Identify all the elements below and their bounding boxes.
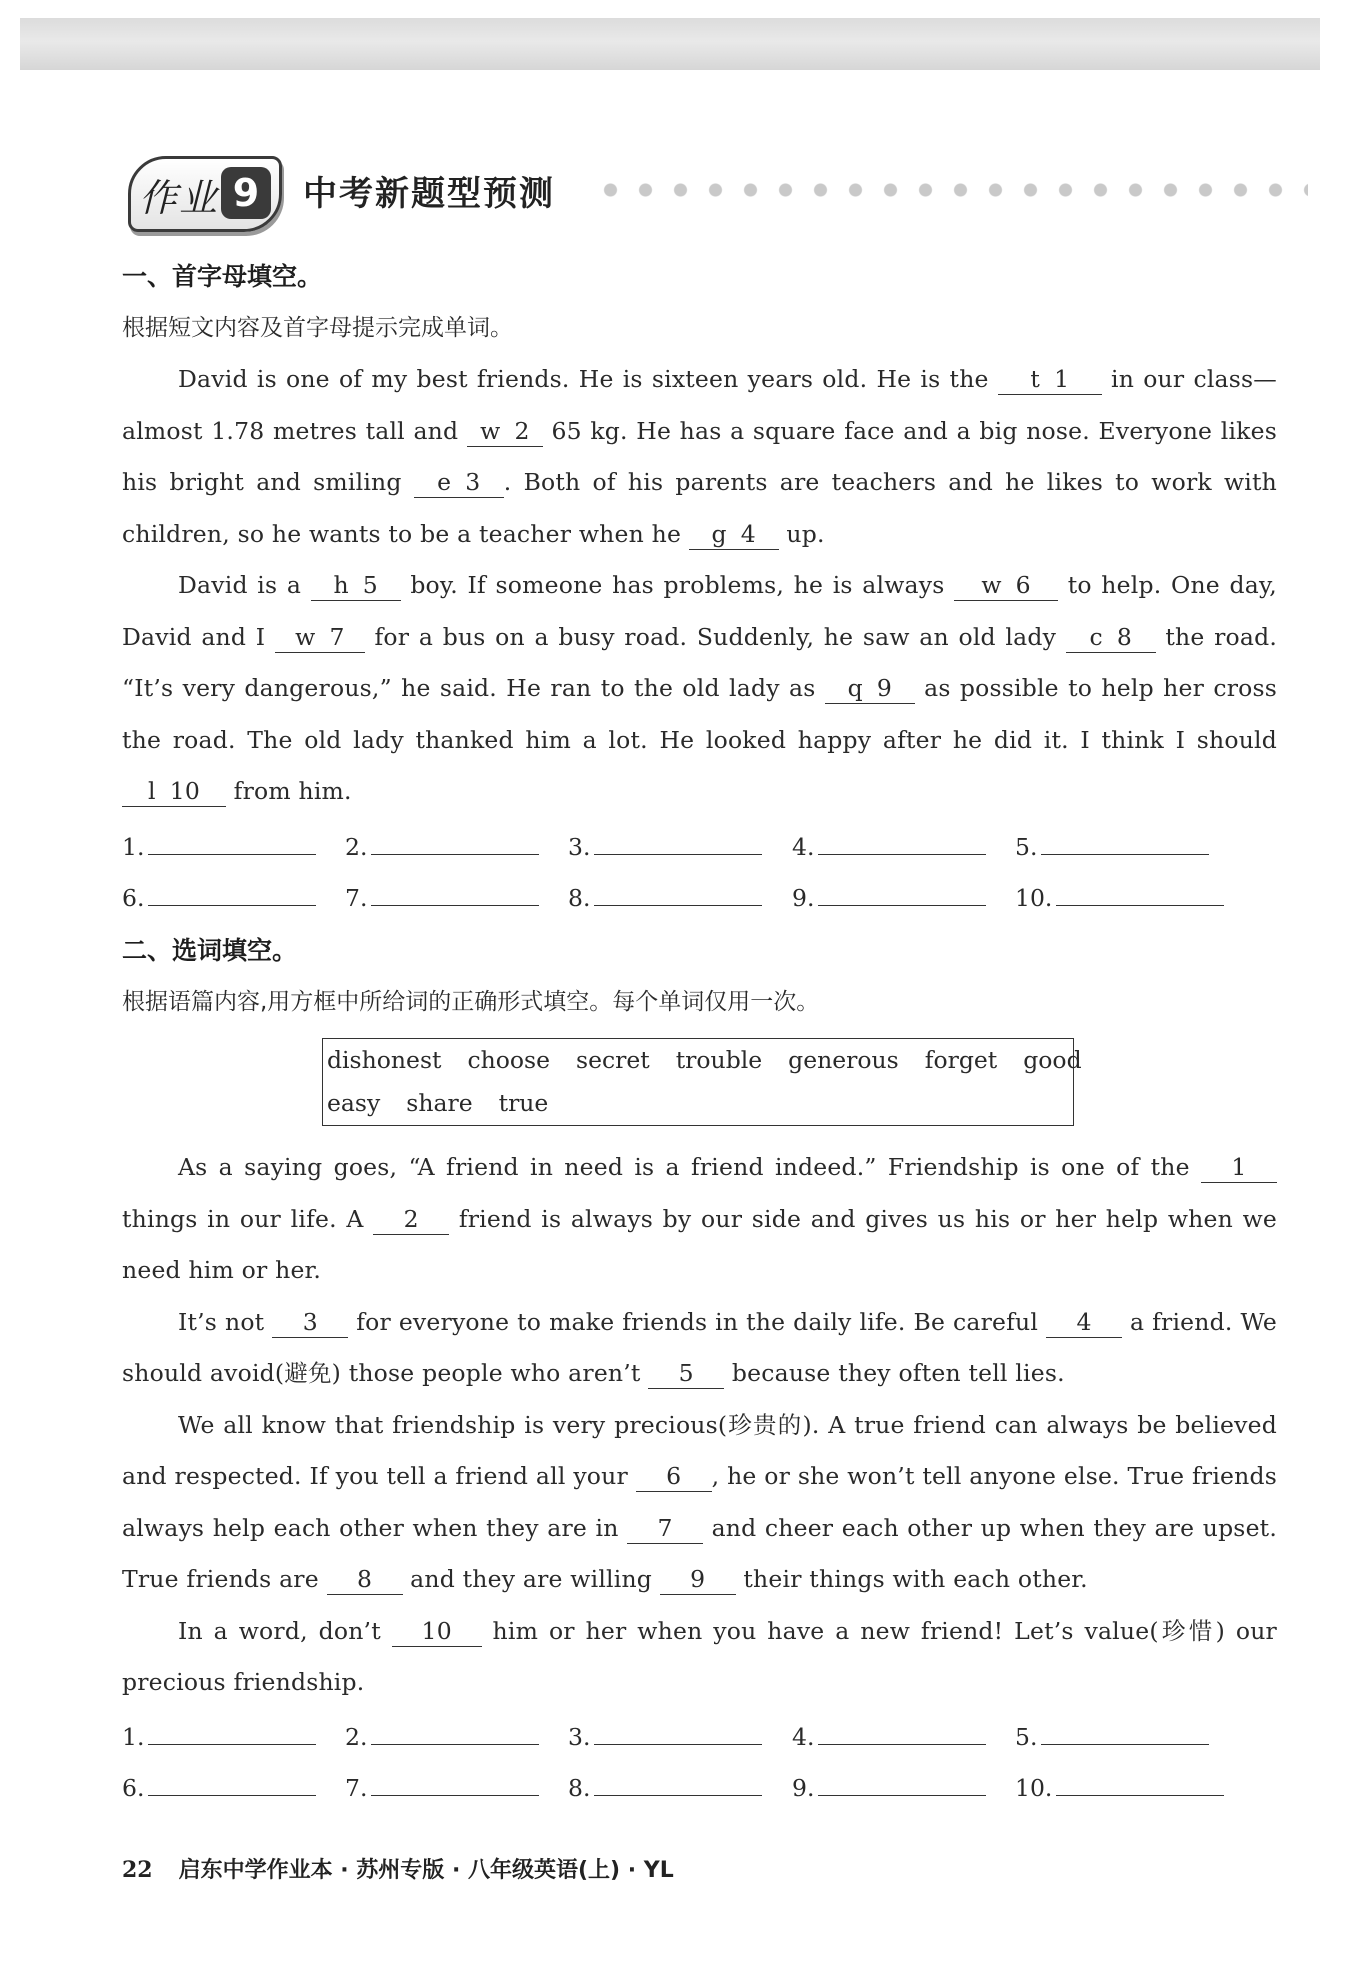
answer-number: 10.	[1015, 884, 1053, 912]
section-1-answer-lines	[122, 822, 1277, 924]
answer-slot[interactable]	[568, 1712, 762, 1763]
answer-line[interactable]	[1041, 824, 1209, 855]
section-2-paragraph-3	[122, 1400, 1277, 1606]
text-run: , he or she won’t tell anyone else. True friends always help each other when they are in	[122, 1462, 1277, 1542]
section-1-instruction: 根据短文内容及首字母提示完成单词。	[122, 315, 513, 341]
answer-line[interactable]	[371, 824, 539, 855]
section-1-paragraph-1	[122, 354, 1277, 560]
answer-line[interactable]	[1056, 1765, 1224, 1796]
text-run: As a saying goes, “A friend in need is a friend indeed.” Friendship is one of the	[178, 1153, 1201, 1181]
text-run: friend is always by our side and gives us his or her help when we need him or her.	[122, 1204, 1277, 1284]
answer-number: 5.	[1015, 833, 1038, 861]
answer-slot[interactable]	[122, 873, 316, 924]
blank-10[interactable]: 10	[392, 1616, 482, 1647]
blank-1[interactable]: 1	[1201, 1152, 1277, 1183]
answer-number: 9.	[792, 1774, 815, 1802]
answer-slot[interactable]	[1015, 822, 1209, 873]
answer-slot[interactable]	[345, 822, 539, 873]
word-box-row-2	[323, 1082, 1073, 1125]
section-2-answer-lines	[122, 1712, 1277, 1814]
text-run: from him.	[226, 777, 352, 805]
text-run: the road. “It’s very dangerous,” he said. He ran to the old lady as	[122, 622, 1277, 702]
word-option: true	[498, 1089, 549, 1117]
answer-slot[interactable]	[1015, 1763, 1224, 1814]
word-option: trouble	[675, 1046, 763, 1074]
answer-slot[interactable]	[568, 1763, 762, 1814]
word-option: generous	[788, 1046, 899, 1074]
answer-row-1	[122, 1712, 1277, 1763]
answer-number: 3.	[568, 1723, 591, 1751]
answer-row-2	[122, 873, 1277, 924]
text-run: a friend. We should avoid(避免) those people who aren’t	[122, 1307, 1277, 1387]
blank-3[interactable]: 3	[272, 1307, 348, 1338]
section-2	[122, 926, 1277, 1028]
hint-letter: w	[981, 571, 1002, 599]
answer-line[interactable]	[594, 1765, 762, 1796]
badge-label: 作业	[139, 176, 220, 220]
answer-row-2	[122, 1763, 1277, 1814]
answer-number: 3.	[568, 833, 591, 861]
blank-number: 5	[362, 571, 378, 599]
section-2-paragraph-2	[122, 1297, 1277, 1400]
text-run: as possible to help her cross the road. The old lady thanked him a lot. He looked happy after he did it. I think I should	[122, 674, 1277, 754]
section-2-paragraph-4	[122, 1606, 1277, 1709]
answer-line[interactable]	[818, 875, 986, 906]
word-option: choose	[467, 1046, 551, 1074]
text-run: We all know that friendship is very precious(珍贵的). A true friend can always be believed and respected. If you tell a friend all your	[122, 1410, 1277, 1490]
word-option: forget	[924, 1046, 998, 1074]
answer-number: 7.	[345, 1774, 368, 1802]
answer-slot[interactable]	[345, 873, 539, 924]
answer-slot[interactable]	[345, 1712, 539, 1763]
text-run: boy. If someone has problems, he is always	[400, 571, 955, 599]
blank-number: 2	[514, 416, 530, 445]
text-run: . Both of his parents are teachers and he likes to work with children, so he wants to be a teacher when he	[122, 468, 1277, 548]
answer-slot[interactable]	[792, 1763, 986, 1814]
blank-number: 4	[740, 519, 756, 548]
hint-letter: g	[711, 519, 727, 548]
page-number: 22	[122, 1857, 153, 1883]
blank-number: 8	[1116, 622, 1132, 651]
text-run: and they are willing	[402, 1565, 660, 1593]
answer-slot[interactable]	[568, 822, 762, 873]
blank-number: 6	[1015, 571, 1031, 599]
blank-3[interactable]	[414, 467, 504, 498]
answer-slot[interactable]	[568, 873, 762, 924]
answer-line[interactable]	[1056, 875, 1224, 906]
hint-letter: t	[1030, 365, 1041, 393]
answer-slot[interactable]	[792, 873, 986, 924]
blank-number: 10	[169, 777, 201, 805]
blank-2[interactable]	[467, 416, 543, 447]
answer-slot[interactable]	[792, 1712, 986, 1763]
blank-6[interactable]: 6	[636, 1461, 712, 1492]
blank-4[interactable]: 4	[1046, 1307, 1122, 1338]
text-run: 65 kg. He has a square face and a big nose. Everyone likes his bright and smiling	[122, 416, 1277, 496]
blank-number: 9	[876, 674, 892, 702]
blank-2[interactable]: 2	[373, 1204, 449, 1235]
answer-slot[interactable]	[122, 1712, 316, 1763]
blank-9[interactable]	[825, 673, 915, 704]
answer-number: 8.	[568, 884, 591, 912]
answer-slot[interactable]	[122, 1763, 316, 1814]
answer-number: 8.	[568, 1774, 591, 1802]
answer-line[interactable]	[594, 875, 762, 906]
answer-slot[interactable]	[1015, 1712, 1209, 1763]
text-run: and cheer each other up when they are upset. True friends are	[122, 1513, 1277, 1593]
answer-number: 9.	[792, 884, 815, 912]
answer-line[interactable]	[594, 824, 762, 855]
answer-line[interactable]	[148, 824, 316, 855]
answer-number: 10.	[1015, 1774, 1053, 1802]
text-run: their things with each other.	[735, 1565, 1088, 1593]
blank-9[interactable]: 9	[660, 1564, 736, 1595]
hint-letter: q	[847, 674, 863, 702]
blank-4[interactable]	[689, 519, 779, 550]
blank-number: 1	[1054, 365, 1070, 393]
blank-8[interactable]	[1066, 622, 1156, 653]
hint-letter: c	[1089, 622, 1103, 651]
text-run: for a bus on a busy road. Suddenly, he saw an old lady	[364, 622, 1066, 651]
word-box-row-1	[323, 1039, 1082, 1082]
answer-line[interactable]	[148, 1714, 316, 1745]
answer-row-1	[122, 822, 1277, 873]
word-box	[322, 1038, 1082, 1126]
answer-line[interactable]	[818, 824, 986, 855]
book-title: 启东中学作业本 · 苏州专版 · 八年级英语(上) · YL	[178, 1858, 674, 1883]
answer-number: 7.	[345, 884, 368, 912]
page-footer	[122, 1853, 674, 1884]
answer-line[interactable]	[371, 1714, 539, 1745]
answer-line[interactable]	[148, 875, 316, 906]
word-option: share	[406, 1089, 473, 1117]
answer-line[interactable]	[148, 1765, 316, 1796]
blank-10[interactable]	[122, 776, 226, 807]
section-1-heading: 一、首字母填空。	[122, 262, 323, 291]
answer-slot[interactable]	[122, 822, 316, 873]
answer-line[interactable]	[594, 1714, 762, 1745]
answer-slot[interactable]	[792, 822, 986, 873]
hint-letter: w	[480, 416, 501, 445]
text-run: David is one of my best friends. He is sixteen years old. He is the	[178, 365, 998, 393]
hint-letter: h	[333, 571, 349, 599]
blank-number: 7	[329, 622, 345, 651]
word-option: dishonest	[327, 1046, 442, 1074]
answer-number: 5.	[1015, 1723, 1038, 1751]
blank-5[interactable]: 5	[648, 1358, 724, 1389]
section-2-paragraph-1	[122, 1142, 1277, 1297]
answer-line[interactable]	[818, 1765, 986, 1796]
hint-letter: w	[295, 622, 316, 651]
text-run: In a word, don’t	[178, 1616, 392, 1645]
text-run: him or her when you have a new friend! Let’s value(珍惜) our precious friendship.	[122, 1616, 1277, 1696]
answer-number: 2.	[345, 1723, 368, 1751]
section-1	[122, 252, 1277, 818]
text-run: for everyone to make friends in the daily life. Be careful	[348, 1307, 1047, 1336]
word-option: good	[1023, 1046, 1082, 1074]
answer-line[interactable]	[1041, 1714, 1209, 1745]
blank-number: 3	[465, 468, 481, 496]
word-option: easy	[327, 1089, 381, 1117]
answer-number: 1.	[122, 833, 145, 861]
text-run: in our class—almost 1.78 metres tall and	[122, 365, 1277, 445]
section-2-instruction: 根据语篇内容,用方框中所给词的正确形式填空。每个单词仅用一次。	[122, 989, 820, 1015]
text-run: because they often tell lies.	[724, 1359, 1065, 1387]
blank-5[interactable]	[311, 570, 401, 601]
assignment-header	[128, 156, 1308, 236]
section-2-passage	[122, 1142, 1277, 1709]
decorative-dots	[593, 183, 1308, 197]
badge-number: 9	[221, 167, 271, 219]
blank-6[interactable]	[954, 570, 1058, 601]
answer-slot[interactable]	[345, 1763, 539, 1814]
answer-line[interactable]	[371, 1765, 539, 1796]
page-title: 中考新题型预测	[303, 174, 555, 214]
blank-7[interactable]	[275, 622, 365, 653]
assignment-badge	[128, 156, 282, 232]
answer-line[interactable]	[818, 1714, 986, 1745]
text-run: It’s not	[178, 1307, 273, 1336]
answer-number: 6.	[122, 1774, 145, 1802]
section-1-paragraph-2	[122, 560, 1277, 818]
answer-number: 2.	[345, 833, 368, 861]
answer-line[interactable]	[371, 875, 539, 906]
text-run: up.	[778, 519, 825, 548]
word-option: secret	[576, 1046, 650, 1074]
answer-number: 4.	[792, 1723, 815, 1751]
answer-number: 4.	[792, 833, 815, 861]
hint-letter: l	[147, 777, 156, 805]
text-run: to help. One day, David and I	[122, 571, 1277, 651]
answer-number: 6.	[122, 884, 145, 912]
blank-1[interactable]	[998, 364, 1102, 395]
section-2-heading: 二、选词填空。	[122, 936, 298, 965]
text-run: things in our life. A	[122, 1204, 374, 1233]
blank-7[interactable]: 7	[627, 1513, 703, 1544]
hint-letter: e	[437, 468, 452, 496]
blank-8[interactable]: 8	[327, 1564, 403, 1595]
text-run: David is a	[178, 571, 311, 599]
answer-slot[interactable]	[1015, 873, 1224, 924]
answer-number: 1.	[122, 1723, 145, 1751]
